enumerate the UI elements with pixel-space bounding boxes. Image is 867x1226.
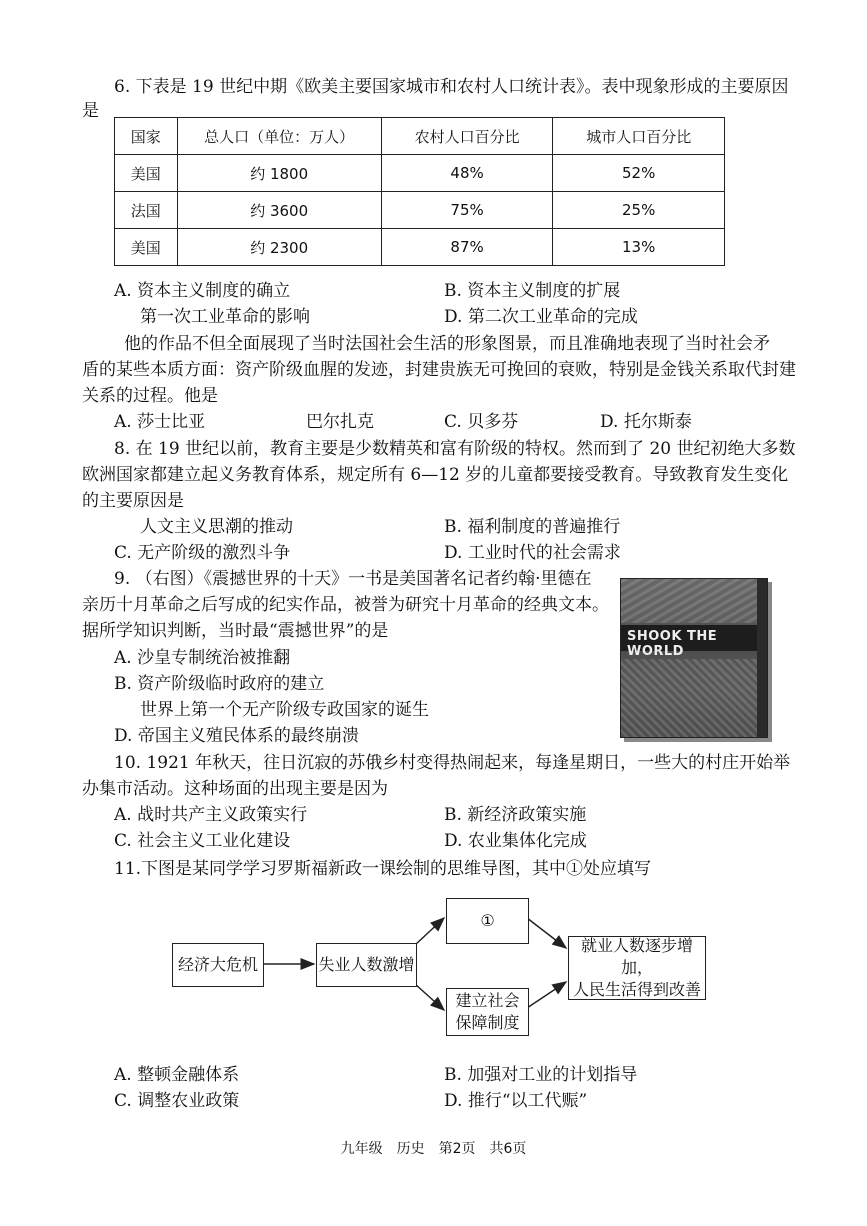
table-header-cell: 总人口（单位：万人）: [177, 118, 381, 155]
q7-option-b: 巴尔扎克: [306, 412, 374, 432]
q7-option-a: A. 莎士比亚: [114, 412, 206, 432]
q11-option-d: D. 推行“以工代赈”: [444, 1091, 588, 1111]
q10-option-a: A. 战时共产主义政策实行: [114, 805, 308, 825]
diagram-box-unemployment: [316, 943, 417, 987]
table-header-cell: 城市人口百分比: [553, 118, 725, 155]
diagram-box-economic-crisis: [172, 943, 264, 987]
q8-line1: 8. 在 19 世纪以前，教育主要是少数精英和富有阶级的特权。然而到了 20 世纪初绝大多数: [114, 439, 796, 459]
q8-option-c: C. 无产阶级的激烈斗争: [114, 543, 291, 563]
q10-option-c: C. 社会主义工业化建设: [114, 831, 291, 851]
table-header-cell: 国家: [115, 118, 178, 155]
q8-line2: 欧洲国家都建立起义务教育体系，规定所有 6—12 岁的儿童都要接受教育。导致教育发生变化: [82, 465, 789, 485]
diagram-box-label-line1: 就业人数逐步增加，: [580, 936, 693, 977]
q9-line3: 据所学知识判断，当时最“震撼世界”的是: [82, 621, 389, 641]
q7-line2: 盾的某些本质方面：资产阶级血腥的发迹，封建贵族无可挽回的衰败，特别是金钱关系取代封建: [82, 360, 796, 380]
q6-option-b: B. 资本主义制度的扩展: [444, 281, 621, 301]
arrow-unemployment-to-blank: [415, 918, 444, 945]
q6-stem-line2: 是: [82, 101, 99, 121]
table-cell: 约 3600: [177, 192, 381, 229]
q6-option-d: D. 第二次工业革命的完成: [444, 307, 638, 327]
table-cell: 美国: [115, 229, 178, 266]
book-title-text: SHOOK THE WORLD: [627, 629, 718, 659]
diagram-box-result: [568, 936, 706, 1000]
page-footer: 九年级 历史 第2页 共6页: [340, 1141, 527, 1157]
q7-option-d: D. 托尔斯泰: [600, 412, 692, 432]
q9-line2: 亲历十月革命之后写成的纪实作品，被誉为研究十月革命的经典文本。: [82, 595, 609, 615]
q10-option-d: D. 农业集体化完成: [444, 831, 587, 851]
q10-line2: 办集市活动。这种场面的出现主要是因为: [82, 779, 388, 799]
q10-line1: 10. 1921 年秋天，往日沉寂的苏俄乡村变得热闹起来，每逢星期日，一些大的村庄开始举: [114, 753, 791, 773]
q11-line1: 11.下图是某同学学习罗斯福新政一课绘制的思维导图，其中①处应填写: [114, 859, 652, 879]
table-cell: 法国: [115, 192, 178, 229]
table-cell: 25%: [553, 192, 725, 229]
q7-line1: 他的作品不但全面展现了当时法国社会生活的形象图景，而且准确地表现了当时社会矛: [124, 334, 770, 354]
diagram-box-social-security: [446, 988, 529, 1036]
q8-option-a: 人文主义思潮的推动: [140, 517, 293, 537]
table-cell: 48%: [381, 155, 553, 192]
arrow-social-security-to-result: [527, 982, 566, 1008]
q11-option-b: B. 加强对工业的计划指导: [444, 1065, 638, 1085]
table-header-cell: 农村人口百分比: [381, 118, 553, 155]
q6-stem-line1: 6. 下表是 19 世纪中期《欧美主要国家城市和农村人口统计表》。表中现象形成的主要原因: [114, 77, 789, 97]
table-cell: 美国: [115, 155, 178, 192]
q8-option-b: B. 福利制度的普遍推行: [444, 517, 621, 537]
q9-option-d: D. 帝国主义殖民体系的最终崩溃: [114, 726, 359, 746]
q11-option-c: C. 调整农业政策: [114, 1091, 240, 1111]
q10-option-b: B. 新经济政策实施: [444, 805, 587, 825]
table-cell: 约 1800: [177, 155, 381, 192]
q8-option-d: D. 工业时代的社会需求: [444, 543, 621, 563]
diagram-box-blank: [446, 898, 529, 944]
q11-option-a: A. 整顿金融体系: [114, 1065, 240, 1085]
table-cell: 87%: [381, 229, 553, 266]
table-cell: 75%: [381, 192, 553, 229]
q9-option-c: 世界上第一个无产阶级专政国家的诞生: [140, 700, 429, 720]
diagram-box-label: 经济大危机: [177, 955, 258, 974]
arrow-unemployment-to-social-security: [415, 984, 444, 1010]
q7-option-c: C. 贝多芬: [444, 412, 519, 432]
q7-line3: 关系的过程。他是: [82, 386, 218, 406]
q6-option-a: A. 资本主义制度的确立: [114, 281, 291, 301]
q6-option-c: 第一次工业革命的影响: [140, 307, 310, 327]
table-cell: 约 2300: [177, 229, 381, 266]
q9-option-a: A. 沙皇专制统治被推翻: [114, 648, 291, 668]
diagram-box-label-line2: 保障制度: [455, 1013, 520, 1032]
q8-line3: 的主要原因是: [82, 491, 184, 511]
q9-option-b: B. 资产阶级临时政府的建立: [114, 674, 325, 694]
table-cell: 13%: [553, 229, 725, 266]
table-cell: 52%: [553, 155, 725, 192]
q9-line1: 9. （右图）《震撼世界的十天》一书是美国著名记者约翰·里德在: [114, 569, 592, 589]
diagram-box-label: 失业人数激增: [318, 955, 415, 974]
diagram-box-label: ①: [480, 911, 495, 930]
arrow-blank-to-result: [527, 918, 566, 948]
diagram-box-label-line2: 人民生活得到改善: [572, 980, 701, 999]
diagram-box-label-line1: 建立社会: [455, 991, 520, 1010]
